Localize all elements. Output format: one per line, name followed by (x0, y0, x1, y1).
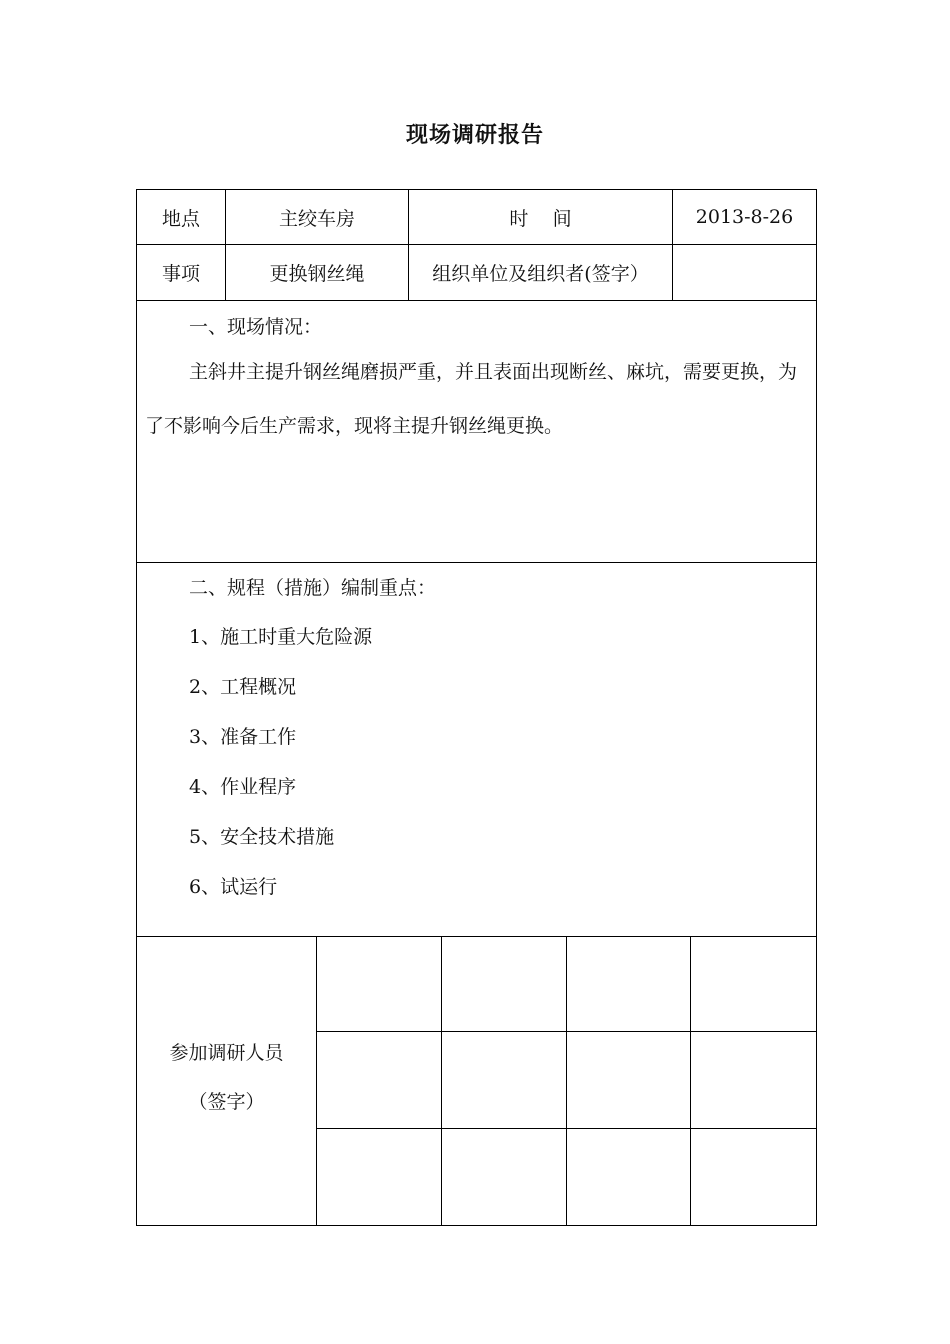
org-label: 组织单位及组织者(签字） (432, 263, 649, 285)
list-item: 5、安全技术措施 (189, 826, 335, 848)
signature-box[interactable] (317, 1129, 441, 1225)
signature-box[interactable] (567, 937, 690, 1031)
list-item: 2、工程概况 (189, 676, 297, 698)
section1-heading: 一、现场情况： (189, 316, 323, 338)
org-signature-field[interactable] (673, 245, 816, 300)
signature-box[interactable] (442, 1032, 566, 1128)
signature-box[interactable] (442, 1129, 566, 1225)
table-border-left (136, 189, 137, 1226)
signature-box[interactable] (567, 1129, 690, 1225)
section2-heading: 二、规程（措施）编制重点： (189, 577, 437, 599)
signature-box[interactable] (691, 1032, 816, 1128)
table-border-right (816, 189, 817, 1226)
item-value: 更换钢丝绳 (269, 263, 365, 285)
time-value: 2013-8-26 (695, 206, 794, 228)
signature-box[interactable] (691, 1129, 816, 1225)
item-label: 事项 (161, 263, 200, 285)
signature-box[interactable] (691, 937, 816, 1031)
signature-box[interactable] (442, 937, 566, 1031)
signature-label-line1: 参加调研人员 (169, 1041, 284, 1064)
location-value: 主绞车房 (278, 207, 355, 230)
list-item: 3、准备工作 (189, 726, 297, 748)
signature-box[interactable] (317, 937, 441, 1031)
list-item: 4、作业程序 (189, 776, 297, 798)
time-label: 时 间 (509, 207, 572, 230)
section-divider (136, 562, 817, 563)
signature-label-line2: （签字） (188, 1090, 265, 1113)
signature-box[interactable] (317, 1032, 441, 1128)
table-border-bottom (136, 1225, 817, 1226)
signature-box[interactable] (567, 1032, 690, 1128)
list-item: 1、施工时重大危险源 (189, 626, 373, 648)
section1-body: 主斜井主提升钢丝绳磨损严重，并且表面出现断丝、麻坑，需要更换，为了不影响今后生产需求，现将主提升钢丝绳更换。 (145, 361, 798, 437)
row-divider (136, 300, 817, 301)
page-title: 现场调研报告 (405, 123, 544, 148)
location-label: 地点 (161, 207, 200, 230)
list-item: 6、试运行 (189, 876, 278, 898)
